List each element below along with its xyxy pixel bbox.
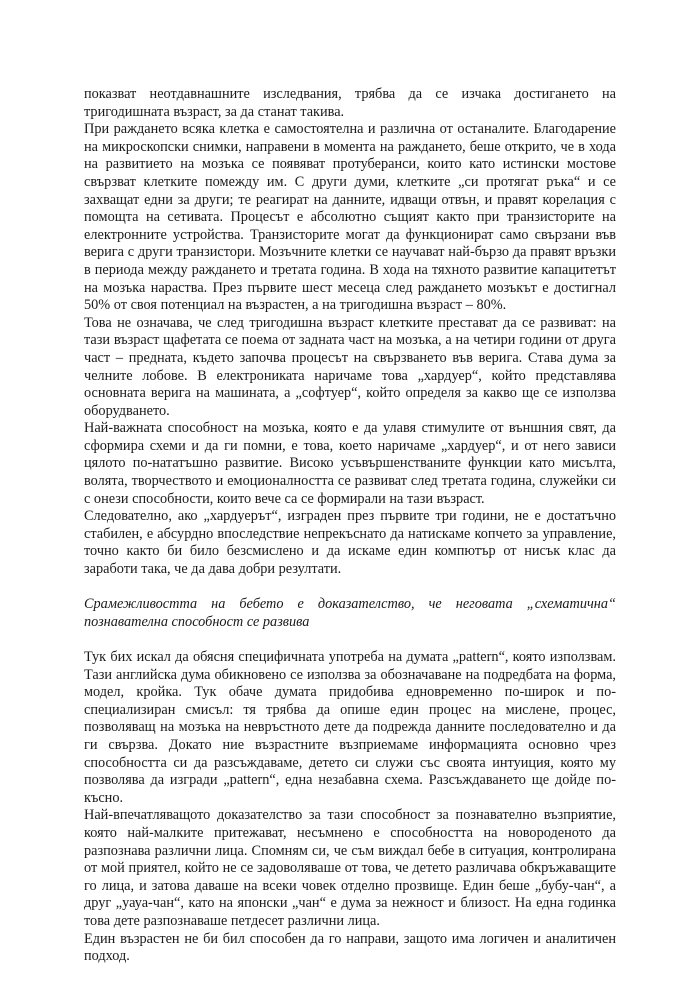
paragraph: Тук бих искал да обясня специфичната употреба на думата „pattern“, която използвам. Тази английска дума обикновено се използва за обозначаване на подредбата на форма, модел, кройка. Тук обаче думата придобива едновременно по-широк и по-специализиран смисъл: тя трябва да опише един процес на мислене, процес, позволяващ на мозъка на невръстното дете да подрежда данните последователно и да ги свързва. Докато ние възрастните възприемаме информацията основно чрез способността си да разсъждаваме, детето си служи със своята интуиция, която му позволява да изгради „pattern“, една незабавна схема. Разсъждаването ще дойде по-късно. — [84, 649, 616, 806]
section-heading: Срамежливостта на бебето е доказателство, че неговата „схематична“ познавателна способност се развива — [84, 596, 616, 630]
paragraph: Най-впечатляващото доказателство за тази способност за познавателно възприятие, която най-малките притежават, несъмнено е способността на новороденото да разпознава различни лица. Спомням си, че съм виждал бебе в ситуация, контролирана от мой приятел, който не се задоволяваше от това, че детето различава обкръжаващите го лица, и затова даваше на всеки човек отделно прозвище. Един беше „бубу-чан“, а друг „уауа-чан“, като на японски „чан“ е дума за нежност и близост. На една годинка това дете разпознаваше петдесет различни лица. — [84, 807, 616, 929]
paragraph: Един възрастен не би бил способен да го направи, защото има логичен и аналитичен подход. — [84, 930, 616, 965]
paragraph: Най-важната способност на мозъка, която е да улавя стимулите от външния свят, да сформира схеми и да ги помни, е това, което наричаме „хардуер“, и от него зависи цялото по-нататъшно развитие. Високо усъвършенстваните функции като мисълта, волята, творчеството и емоционалността се развиват след третата година, служейки си с онези способности, които вече са се формирали на тази възраст. — [84, 420, 616, 507]
page-body — [84, 86, 616, 966]
paragraph: Това не означава, че след тригодишна възраст клетките престават да се развиват: на тази възраст щафетата се поема от задната част на мозъка, а на четири години от друга част – предната, където започва процесът на свързването във верига. Става дума за челните лобове. В електрониката наричаме това „хардуер“, който представлява основната верига на машината, а „софтуер“, който определя за какво ще се използва оборудването. — [84, 314, 616, 419]
paragraph: Следователно, ако „хардуерът“, изграден през първите три години, не е достатъчно стабилен, е абсурдно впоследствие непрекъснато да натискаме копчето за управление, точно както би било безсмислено и да искаме един компютър от нисък клас да заработи така, че да дава добри резултати. — [84, 508, 616, 578]
paragraph: При раждането всяка клетка е самостоятелна и различна от останалите. Благодарение на микроскопски снимки, направени в момента на раждането, беше открито, че в хода на развитието на мозъка се появяват протуберанси, които като истински мостове свързват клетките помежду им. С други думи, клетките „си протягат ръка“ и се захващат едни за други; те реагират на данните, идващи отвън, и правят корелация с помощта на сетивата. Процесът е абсолютно същият както при транзисторите на електронните устройства. Транзисторите могат да функционират само свързани във верига с други транзистори. Мозъчните клетки се научават най-бързо да правят връзки в периода между раждането и третата година. В хода на тяхното развитие капацитетът на мозъка нараства. През първите шест месеца след раждането мозъкът е достигнал 50% от своя потенциал на възрастен, а на тригодишна възраст – 80%. — [84, 121, 616, 314]
paragraph: показват неотдавнашните изследвания, трябва да се изчака достигането на тригодишната възраст, за да станат такива. — [84, 86, 616, 120]
